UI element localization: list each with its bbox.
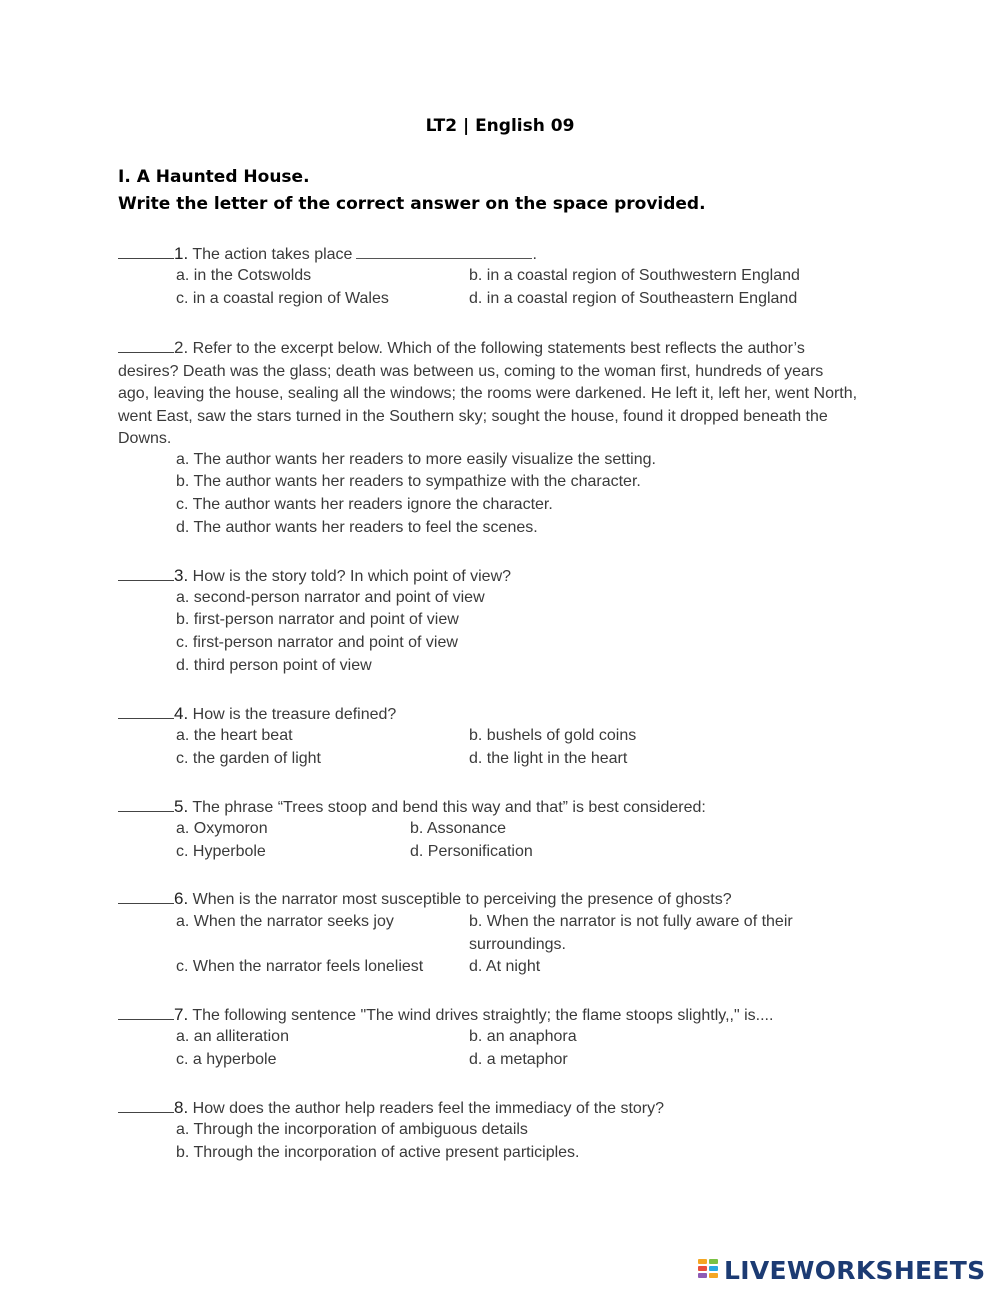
option: b. The author wants her readers to sympathize with the character. xyxy=(176,473,641,490)
section-instruction: Write the letter of the correct answer on the space provided. xyxy=(118,194,706,214)
option: a. The author wants her readers to more easily visualize the setting. xyxy=(176,451,656,468)
option: d. the light in the heart xyxy=(469,750,628,767)
option: a. an alliteration xyxy=(176,1028,289,1045)
answer-blank-8[interactable] xyxy=(118,1096,174,1113)
option: d. third person point of view xyxy=(176,657,372,674)
option: d. Personification xyxy=(410,843,533,860)
option: a. Through the incorporation of ambiguous details xyxy=(176,1121,528,1138)
option: d. a metaphor xyxy=(469,1051,568,1068)
option: b. in a coastal region of Southwestern England xyxy=(469,267,800,284)
option: a. second-person narrator and point of view xyxy=(176,589,485,606)
answer-blank-6[interactable] xyxy=(118,887,174,904)
option: a. in the Cotswolds xyxy=(176,267,312,284)
option: c. When the narrator feels loneliest xyxy=(176,958,424,975)
question-2: 2. Refer to the excerpt below. Which of the following statements best reflects the author’s desires? Death was the glass; death was between us, coming to the woman first, hundreds of years ago, leaving the house, sealing all the windows; the rooms were darkened. He left it, left her, went North, went East, saw the stars turned in the Southern sky; sought the house, found it dropped beneath the Downs. xyxy=(118,338,858,447)
option: c. Hyperbole xyxy=(176,843,266,860)
question-8: 8. How does the author help readers feel the immediacy of the story? xyxy=(118,1096,664,1120)
option: b. Assonance xyxy=(410,820,507,837)
question-7: 7. The following sentence "The wind drives straightly; the flame stoops slightly,," is.... xyxy=(118,1003,773,1027)
page-title: LT2 | English 09 xyxy=(425,116,575,136)
option: d. The author wants her readers to feel the scenes. xyxy=(176,519,538,536)
option: b. an anaphora xyxy=(469,1028,577,1045)
option: a. Oxymoron xyxy=(176,820,268,837)
answer-blank-7[interactable] xyxy=(118,1003,174,1020)
option: b. bushels of gold coins xyxy=(469,727,637,744)
answer-blank-4[interactable] xyxy=(118,702,174,719)
question-1: 1. The action takes place . xyxy=(118,242,537,266)
question-6: 6. When is the narrator most susceptible to perceiving the presence of ghosts? xyxy=(118,887,732,911)
option: c. The author wants her readers ignore the character. xyxy=(176,496,553,513)
answer-blank-1[interactable] xyxy=(118,242,174,259)
option: c. in a coastal region of Wales xyxy=(176,290,389,307)
question-3: 3. How is the story told? In which point of view? xyxy=(118,564,511,588)
option: d. At night xyxy=(469,958,541,975)
answer-blank-3[interactable] xyxy=(118,564,174,581)
option: b. When the narrator is not fully aware of their xyxy=(469,913,793,930)
option: c. a hyperbole xyxy=(176,1051,277,1068)
option: a. When the narrator seeks joy xyxy=(176,913,394,930)
option: a. the heart beat xyxy=(176,727,293,744)
section-heading: I. A Haunted House. xyxy=(118,167,310,187)
option: c. first-person narrator and point of view xyxy=(176,634,458,651)
answer-blank-5[interactable] xyxy=(118,795,174,812)
option-continued: surroundings. xyxy=(469,936,566,953)
logo-text: LIVEWORKSHEETS xyxy=(724,1255,986,1285)
liveworksheets-icon xyxy=(698,1257,722,1283)
option: c. the garden of light xyxy=(176,750,321,767)
question-5: 5. The phrase “Trees stoop and bend this way and that” is best considered: xyxy=(118,795,706,819)
option: d. in a coastal region of Southeastern England xyxy=(469,290,798,307)
fill-in-line xyxy=(356,242,532,259)
option: b. first-person narrator and point of view xyxy=(176,611,459,628)
answer-blank-2[interactable] xyxy=(118,336,174,353)
question-4: 4. How is the treasure defined? xyxy=(118,702,396,726)
option: b. Through the incorporation of active present participles. xyxy=(176,1144,580,1161)
liveworksheets-logo[interactable] xyxy=(698,1255,985,1285)
